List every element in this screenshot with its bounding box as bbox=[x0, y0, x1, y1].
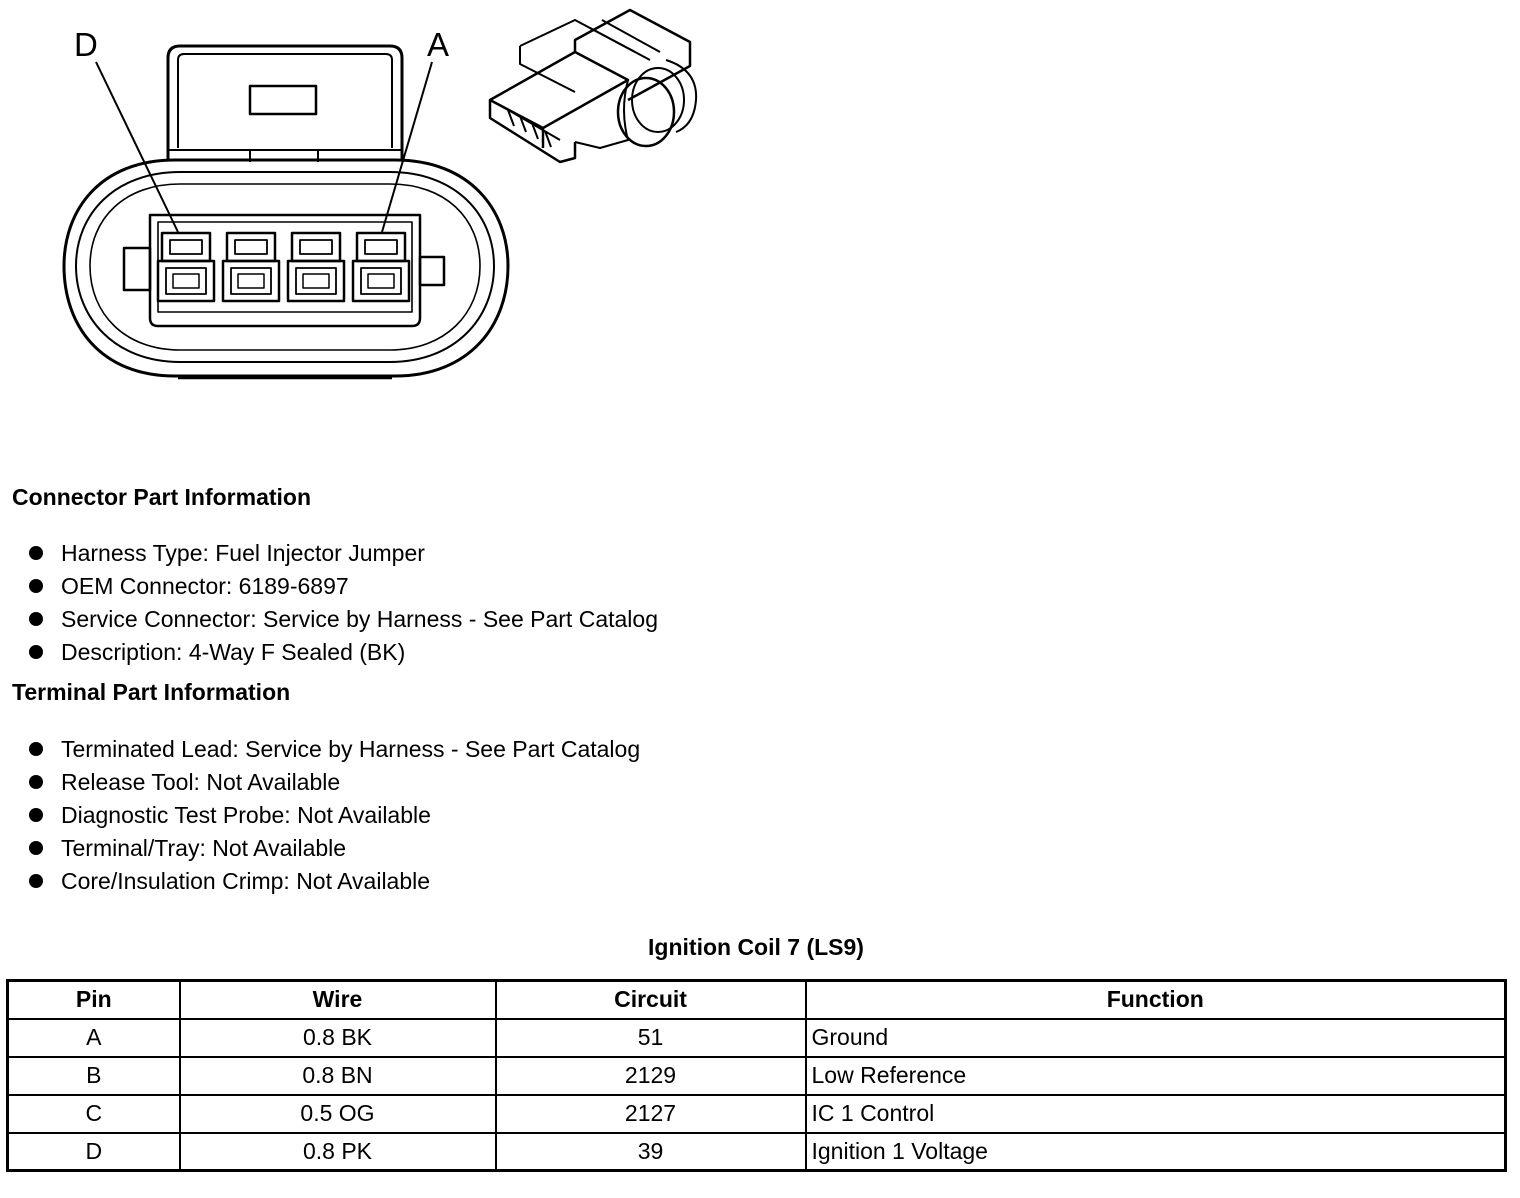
cell-wire: 0.8 PK bbox=[180, 1133, 496, 1171]
list-item bbox=[29, 604, 658, 637]
list-item bbox=[29, 637, 658, 670]
terminal-info-list bbox=[29, 734, 640, 899]
col-header-wire: Wire bbox=[180, 981, 496, 1019]
list-item bbox=[29, 571, 658, 604]
col-header-circuit: Circuit bbox=[496, 981, 806, 1019]
terminal-housing bbox=[150, 215, 420, 326]
pin-callout-d: D bbox=[74, 26, 98, 63]
cell-wire: 0.8 BK bbox=[180, 1019, 496, 1057]
leader-line-a bbox=[382, 62, 432, 232]
cell-circuit: 2127 bbox=[496, 1095, 806, 1133]
terminal-cavity bbox=[158, 233, 214, 301]
terminal-cavity bbox=[288, 233, 344, 301]
locking-tab bbox=[168, 46, 402, 160]
list-item bbox=[29, 767, 640, 800]
cell-function: Low Reference bbox=[806, 1057, 1506, 1095]
list-item-text: Harness Type: Fuel Injector Jumper bbox=[61, 540, 425, 566]
pinout-table-caption: Ignition Coil 7 (LS9) bbox=[648, 934, 864, 960]
bullet-icon bbox=[29, 841, 43, 855]
list-item-text: Core/Insulation Crimp: Not Available bbox=[61, 868, 431, 894]
list-item bbox=[29, 866, 640, 899]
pinout-table bbox=[6, 979, 1507, 1172]
cell-pin: C bbox=[8, 1095, 180, 1133]
table-header-row bbox=[8, 981, 1506, 1019]
list-item bbox=[29, 800, 640, 833]
side-key-left bbox=[124, 248, 150, 290]
cell-pin: A bbox=[8, 1019, 180, 1057]
bullet-icon bbox=[29, 579, 43, 593]
list-item-text: Release Tool: Not Available bbox=[61, 769, 341, 795]
connector-info-list bbox=[29, 538, 658, 670]
list-item bbox=[29, 833, 640, 866]
list-item bbox=[29, 734, 640, 767]
side-key-right bbox=[420, 257, 444, 285]
terminal-info-title: Terminal Part Information bbox=[12, 679, 291, 705]
cell-circuit: 51 bbox=[496, 1019, 806, 1057]
terminal-cavity bbox=[223, 233, 279, 301]
bullet-icon bbox=[29, 645, 43, 659]
list-item-text: Service Connector: Service by Harness - See Part Catalog bbox=[61, 606, 658, 632]
pin-callout-a: A bbox=[427, 26, 450, 63]
cell-function: IC 1 Control bbox=[806, 1095, 1506, 1133]
connector-body-outline bbox=[64, 160, 508, 376]
cell-pin: B bbox=[8, 1057, 180, 1095]
leader-line-d bbox=[96, 62, 178, 232]
bullet-icon bbox=[29, 808, 43, 822]
connector-isometric-view bbox=[480, 0, 720, 200]
list-item bbox=[29, 538, 658, 571]
bullet-icon bbox=[29, 546, 43, 560]
table-row bbox=[8, 1057, 1506, 1095]
list-item-text: Terminated Lead: Service by Harness - See Part Catalog bbox=[61, 736, 641, 762]
connector-info-title: Connector Part Information bbox=[12, 484, 312, 510]
cell-circuit: 2129 bbox=[496, 1057, 806, 1095]
bullet-icon bbox=[29, 874, 43, 888]
col-header-pin: Pin bbox=[8, 981, 180, 1019]
list-item-text: Terminal/Tray: Not Available bbox=[61, 835, 347, 861]
list-item-text: Description: 4-Way F Sealed (BK) bbox=[61, 639, 406, 665]
bullet-icon bbox=[29, 742, 43, 756]
table-row bbox=[8, 1019, 1506, 1057]
tab-window bbox=[250, 86, 316, 114]
cell-function: Ignition 1 Voltage bbox=[806, 1133, 1506, 1171]
cell-circuit: 39 bbox=[496, 1133, 806, 1171]
cell-pin: D bbox=[8, 1133, 180, 1171]
table-row bbox=[8, 1095, 1506, 1133]
col-header-function: Function bbox=[806, 981, 1506, 1019]
list-item-text: OEM Connector: 6189-6897 bbox=[61, 573, 349, 599]
cell-wire: 0.8 BN bbox=[180, 1057, 496, 1095]
bullet-icon bbox=[29, 612, 43, 626]
cell-function: Ground bbox=[806, 1019, 1506, 1057]
bullet-icon bbox=[29, 775, 43, 789]
list-item-text: Diagnostic Test Probe: Not Available bbox=[61, 802, 431, 828]
table-row bbox=[8, 1133, 1506, 1171]
terminal-cavity bbox=[353, 233, 409, 301]
cell-wire: 0.5 OG bbox=[180, 1095, 496, 1133]
